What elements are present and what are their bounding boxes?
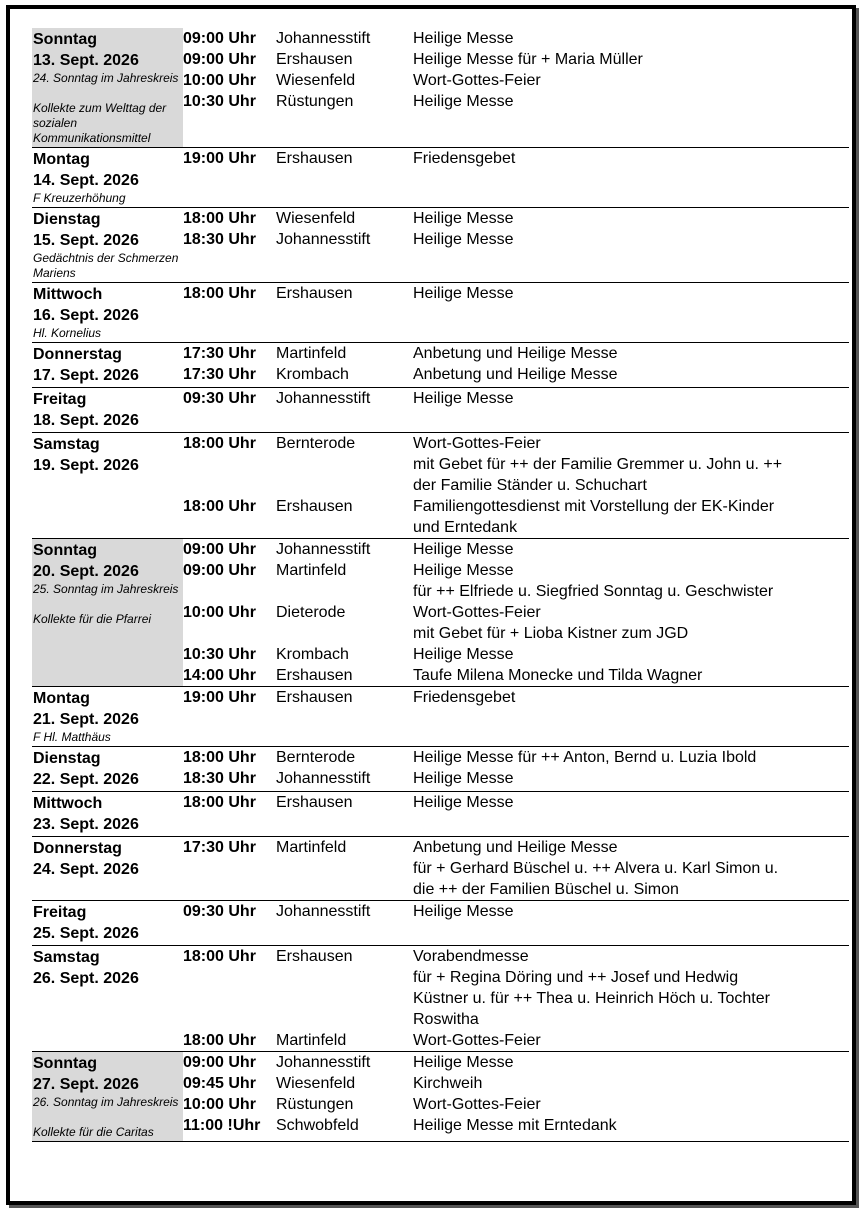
liturgical-note: 25. Sonntag im Jahreskreis — [33, 582, 179, 596]
event-description-line: Vorabendmesse — [413, 948, 529, 965]
event-description — [413, 1115, 849, 1136]
event-description — [413, 946, 849, 1030]
event-location: Bernterode — [276, 749, 356, 766]
event-entry — [183, 28, 849, 49]
event-description-line: und Erntedank — [413, 519, 518, 536]
event-entry — [183, 91, 849, 112]
event-list — [183, 837, 849, 900]
event-location: Martinfeld — [276, 839, 347, 856]
event-time: 18:00 Uhr — [183, 794, 256, 811]
event-description-line: Heilige Messe — [413, 541, 514, 558]
event-description — [413, 433, 849, 496]
event-time: 18:30 Uhr — [183, 231, 256, 248]
event-description-line: Heilige Messe — [413, 794, 514, 811]
event-description-line: Heilige Messe — [413, 903, 514, 920]
event-time: 10:30 Uhr — [183, 93, 256, 110]
event-description-line: Friedensgebet — [413, 689, 516, 706]
event-description-line: Wort-Gottes-Feier — [413, 604, 541, 621]
event-time: 17:30 Uhr — [183, 839, 256, 856]
event-description-line: Heilige Messe — [413, 646, 514, 663]
event-entry — [183, 283, 849, 304]
event-location: Dieterode — [276, 604, 346, 621]
event-location: Ershausen — [276, 794, 353, 811]
day-info — [32, 1052, 183, 1141]
day-row — [32, 208, 849, 283]
day-row — [32, 901, 849, 946]
event-description — [413, 687, 849, 708]
event-description — [413, 1052, 849, 1073]
day-date: 23. Sept. 2026 — [33, 816, 139, 833]
event-entry — [183, 560, 849, 602]
day-name: Mittwoch — [33, 286, 103, 303]
event-time: 09:00 Uhr — [183, 562, 256, 579]
event-description-line: Heilige Messe — [413, 770, 514, 787]
event-list — [183, 747, 849, 791]
event-entry — [183, 1052, 849, 1073]
event-description — [413, 1030, 849, 1051]
event-description — [413, 208, 849, 229]
day-row — [32, 792, 849, 837]
event-location: Wiesenfeld — [276, 72, 356, 89]
day-date: 22. Sept. 2026 — [33, 771, 139, 788]
event-time: 18:00 Uhr — [183, 285, 256, 302]
event-entry — [183, 687, 849, 708]
event-description — [413, 496, 849, 538]
day-info — [32, 687, 183, 746]
day-date: 26. Sept. 2026 — [33, 970, 139, 987]
liturgical-note: 26. Sonntag im Jahreskreis — [33, 1095, 179, 1109]
event-entry — [183, 768, 849, 789]
day-info — [32, 388, 183, 432]
day-info — [32, 343, 183, 387]
event-time: 10:00 Uhr — [183, 72, 256, 89]
event-entry — [183, 602, 849, 644]
event-description — [413, 28, 849, 49]
event-list — [183, 539, 849, 686]
event-description — [413, 747, 849, 768]
liturgical-note: F Kreuzerhöhung — [33, 191, 126, 205]
event-location: Ershausen — [276, 498, 353, 515]
event-description-line: Küstner u. für ++ Thea u. Heinrich Höch u. Tochter — [413, 990, 770, 1007]
event-list — [183, 208, 849, 282]
event-time: 09:45 Uhr — [183, 1075, 256, 1092]
event-list — [183, 687, 849, 746]
day-date: 19. Sept. 2026 — [33, 457, 139, 474]
event-time: 19:00 Uhr — [183, 150, 256, 167]
day-info — [32, 539, 183, 686]
event-description-line: Anbetung und Heilige Messe — [413, 839, 618, 856]
day-name: Sonntag — [33, 31, 97, 48]
event-entry — [183, 148, 849, 169]
event-location: Wiesenfeld — [276, 210, 356, 227]
event-location: Schwobfeld — [276, 1117, 359, 1134]
event-time: 09:00 Uhr — [183, 30, 256, 47]
event-description-line: Heilige Messe — [413, 285, 514, 302]
event-location: Johannesstift — [276, 231, 371, 248]
event-location: Johannesstift — [276, 30, 371, 47]
day-info — [32, 433, 183, 538]
event-description — [413, 837, 849, 900]
event-location: Johannesstift — [276, 390, 371, 407]
event-time: 10:00 Uhr — [183, 604, 256, 621]
day-name: Dienstag — [33, 750, 101, 767]
event-description — [413, 343, 849, 364]
event-location: Bernterode — [276, 435, 356, 452]
day-info — [32, 208, 183, 282]
event-description — [413, 91, 849, 112]
day-row — [32, 946, 849, 1052]
day-info — [32, 148, 183, 207]
event-entry — [183, 539, 849, 560]
event-list — [183, 148, 849, 207]
event-description-line: Heilige Messe — [413, 30, 514, 47]
day-row — [32, 837, 849, 901]
event-time: 10:30 Uhr — [183, 646, 256, 663]
event-description — [413, 364, 849, 385]
event-time: 17:30 Uhr — [183, 345, 256, 362]
event-location: Johannesstift — [276, 903, 371, 920]
day-row — [32, 343, 849, 388]
event-list — [183, 433, 849, 538]
liturgical-note: Hl. Kornelius — [33, 326, 102, 340]
event-time: 10:00 Uhr — [183, 1096, 256, 1113]
liturgical-note: F Hl. Matthäus — [33, 730, 111, 744]
day-info — [32, 28, 183, 147]
event-description — [413, 283, 849, 304]
event-entry — [183, 837, 849, 900]
event-time: 09:00 Uhr — [183, 541, 256, 558]
event-entry — [183, 1115, 849, 1136]
day-name: Samstag — [33, 949, 100, 966]
event-location: Johannesstift — [276, 541, 371, 558]
event-description — [413, 665, 849, 686]
day-date: 18. Sept. 2026 — [33, 412, 139, 429]
event-time: 17:30 Uhr — [183, 366, 256, 383]
event-description — [413, 901, 849, 922]
event-time: 18:30 Uhr — [183, 770, 256, 787]
event-description — [413, 148, 849, 169]
day-name: Montag — [33, 690, 90, 707]
event-entry — [183, 665, 849, 686]
event-description-line: Anbetung und Heilige Messe — [413, 366, 618, 383]
event-location: Johannesstift — [276, 1054, 371, 1071]
event-entry — [183, 946, 849, 1030]
event-time: 18:00 Uhr — [183, 749, 256, 766]
event-description-line: mit Gebet für ++ der Familie Gremmer u. John u. ++ — [413, 456, 783, 473]
day-name: Sonntag — [33, 1055, 97, 1072]
event-entry — [183, 433, 849, 496]
event-time: 09:30 Uhr — [183, 903, 256, 920]
event-description — [413, 560, 849, 602]
day-name: Mittwoch — [33, 795, 103, 812]
day-name: Samstag — [33, 436, 100, 453]
event-entry — [183, 208, 849, 229]
day-date: 21. Sept. 2026 — [33, 711, 139, 728]
event-time: 14:00 Uhr — [183, 667, 256, 684]
event-description-line: Wort-Gottes-Feier — [413, 72, 541, 89]
event-description-line: der Familie Ständer u. Schuchart — [413, 477, 647, 494]
event-location: Ershausen — [276, 689, 353, 706]
day-row — [32, 1052, 849, 1142]
day-info — [32, 837, 183, 900]
event-list — [183, 792, 849, 836]
event-description — [413, 768, 849, 789]
event-description-line: für + Gerhard Büschel u. ++ Alvera u. Karl Simon u. — [413, 860, 779, 877]
event-description-line: Wort-Gottes-Feier — [413, 1032, 541, 1049]
event-description-line: Heilige Messe — [413, 231, 514, 248]
event-description — [413, 539, 849, 560]
day-date: 24. Sept. 2026 — [33, 861, 139, 878]
event-entry — [183, 1094, 849, 1115]
day-date: 16. Sept. 2026 — [33, 307, 139, 324]
event-location: Ershausen — [276, 51, 353, 68]
day-name: Freitag — [33, 391, 87, 408]
event-time: 18:00 Uhr — [183, 210, 256, 227]
event-description-line: Anbetung und Heilige Messe — [413, 345, 618, 362]
event-location: Ershausen — [276, 150, 353, 167]
event-description — [413, 229, 849, 250]
event-description-line: Wort-Gottes-Feier — [413, 435, 541, 452]
event-description-line: mit Gebet für + Lioba Kistner zum JGD — [413, 625, 689, 642]
event-entry — [183, 343, 849, 364]
event-description — [413, 602, 849, 644]
event-description-line: Heilige Messe — [413, 93, 514, 110]
event-description — [413, 1073, 849, 1094]
event-description-line: für ++ Elfriede u. Siegfried Sonntag u. Geschwister — [413, 583, 774, 600]
event-time: 18:00 Uhr — [183, 1032, 256, 1049]
day-date: 20. Sept. 2026 — [33, 563, 139, 580]
day-name: Sonntag — [33, 542, 97, 559]
event-list — [183, 946, 849, 1051]
event-entry — [183, 70, 849, 91]
day-row — [32, 433, 849, 539]
event-location: Rüstungen — [276, 93, 354, 110]
day-info — [32, 747, 183, 791]
day-date: 13. Sept. 2026 — [33, 52, 139, 69]
liturgical-note: Gedächtnis der Schmerzen Mariens — [33, 251, 179, 280]
event-entry — [183, 49, 849, 70]
event-location: Johannesstift — [276, 770, 371, 787]
event-description — [413, 644, 849, 665]
day-row — [32, 28, 849, 148]
event-description-line: Heilige Messe — [413, 390, 514, 407]
event-description-line: Friedensgebet — [413, 150, 516, 167]
event-list — [183, 343, 849, 387]
event-entry — [183, 364, 849, 385]
day-row — [32, 148, 849, 208]
event-entry — [183, 496, 849, 538]
event-list — [183, 1052, 849, 1141]
event-list — [183, 283, 849, 342]
event-description — [413, 70, 849, 91]
day-name: Freitag — [33, 904, 87, 921]
event-time: 18:00 Uhr — [183, 435, 256, 452]
day-name: Dienstag — [33, 211, 101, 228]
day-info — [32, 792, 183, 836]
day-row — [32, 687, 849, 747]
event-description-line: Heilige Messe — [413, 1054, 514, 1071]
event-entry — [183, 388, 849, 409]
page-frame — [6, 5, 856, 1205]
day-info — [32, 901, 183, 945]
event-location: Wiesenfeld — [276, 1075, 356, 1092]
event-entry — [183, 644, 849, 665]
day-row — [32, 747, 849, 792]
day-row — [32, 539, 849, 687]
event-time: 19:00 Uhr — [183, 689, 256, 706]
event-description-line: Heilige Messe für + Maria Müller — [413, 51, 643, 68]
event-description — [413, 388, 849, 409]
event-time: 11:00 !Uhr — [183, 1117, 261, 1134]
event-location: Krombach — [276, 646, 349, 663]
collection-note: Kollekte für die Pfarrei — [33, 612, 152, 626]
event-time: 09:30 Uhr — [183, 390, 256, 407]
collection-note: Kollekte für die Caritas — [33, 1125, 154, 1139]
day-info — [32, 946, 183, 1051]
event-description-line: die ++ der Familien Büschel u. Simon — [413, 881, 679, 898]
day-name: Donnerstag — [33, 346, 122, 363]
day-date: 15. Sept. 2026 — [33, 232, 139, 249]
service-schedule — [32, 28, 849, 1142]
day-date: 27. Sept. 2026 — [33, 1076, 139, 1093]
event-description-line: Heilige Messe für ++ Anton, Bernd u. Luzia Ibold — [413, 749, 757, 766]
day-date: 25. Sept. 2026 — [33, 925, 139, 942]
day-name: Montag — [33, 151, 90, 168]
event-entry — [183, 792, 849, 813]
event-entry — [183, 1030, 849, 1051]
event-time: 09:00 Uhr — [183, 1054, 256, 1071]
event-description — [413, 1094, 849, 1115]
event-description — [413, 792, 849, 813]
event-description-line: Wort-Gottes-Feier — [413, 1096, 541, 1113]
event-description-line: Kirchweih — [413, 1075, 483, 1092]
event-location: Ershausen — [276, 667, 353, 684]
event-description-line: Familiengottesdienst mit Vorstellung der EK-Kinder — [413, 498, 775, 515]
day-name: Donnerstag — [33, 840, 122, 857]
event-list — [183, 388, 849, 432]
collection-note: Kollekte zum Welttag der sozialen Kommunikationsmittel — [33, 101, 167, 145]
event-entry — [183, 229, 849, 250]
event-location: Martinfeld — [276, 345, 347, 362]
day-row — [32, 283, 849, 343]
event-description-line: Taufe Milena Monecke und Tilda Wagner — [413, 667, 703, 684]
event-location: Martinfeld — [276, 1032, 347, 1049]
event-entry — [183, 901, 849, 922]
event-description-line: Heilige Messe mit Erntedank — [413, 1117, 617, 1134]
event-description-line: Heilige Messe — [413, 562, 514, 579]
event-list — [183, 901, 849, 945]
event-time: 09:00 Uhr — [183, 51, 256, 68]
day-info — [32, 283, 183, 342]
liturgical-note: 24. Sonntag im Jahreskreis — [33, 71, 179, 85]
day-date: 17. Sept. 2026 — [33, 367, 139, 384]
event-entry — [183, 747, 849, 768]
event-description-line: Heilige Messe — [413, 210, 514, 227]
event-time: 18:00 Uhr — [183, 948, 256, 965]
event-location: Rüstungen — [276, 1096, 354, 1113]
event-location: Ershausen — [276, 285, 353, 302]
event-location: Ershausen — [276, 948, 353, 965]
event-list — [183, 28, 849, 147]
event-description-line: für + Regina Döring und ++ Josef und Hedwig — [413, 969, 739, 986]
event-location: Krombach — [276, 366, 349, 383]
event-entry — [183, 1073, 849, 1094]
day-date: 14. Sept. 2026 — [33, 172, 139, 189]
event-location: Martinfeld — [276, 562, 347, 579]
event-description-line: Roswitha — [413, 1011, 479, 1028]
event-description — [413, 49, 849, 70]
day-row — [32, 388, 849, 433]
event-time: 18:00 Uhr — [183, 498, 256, 515]
